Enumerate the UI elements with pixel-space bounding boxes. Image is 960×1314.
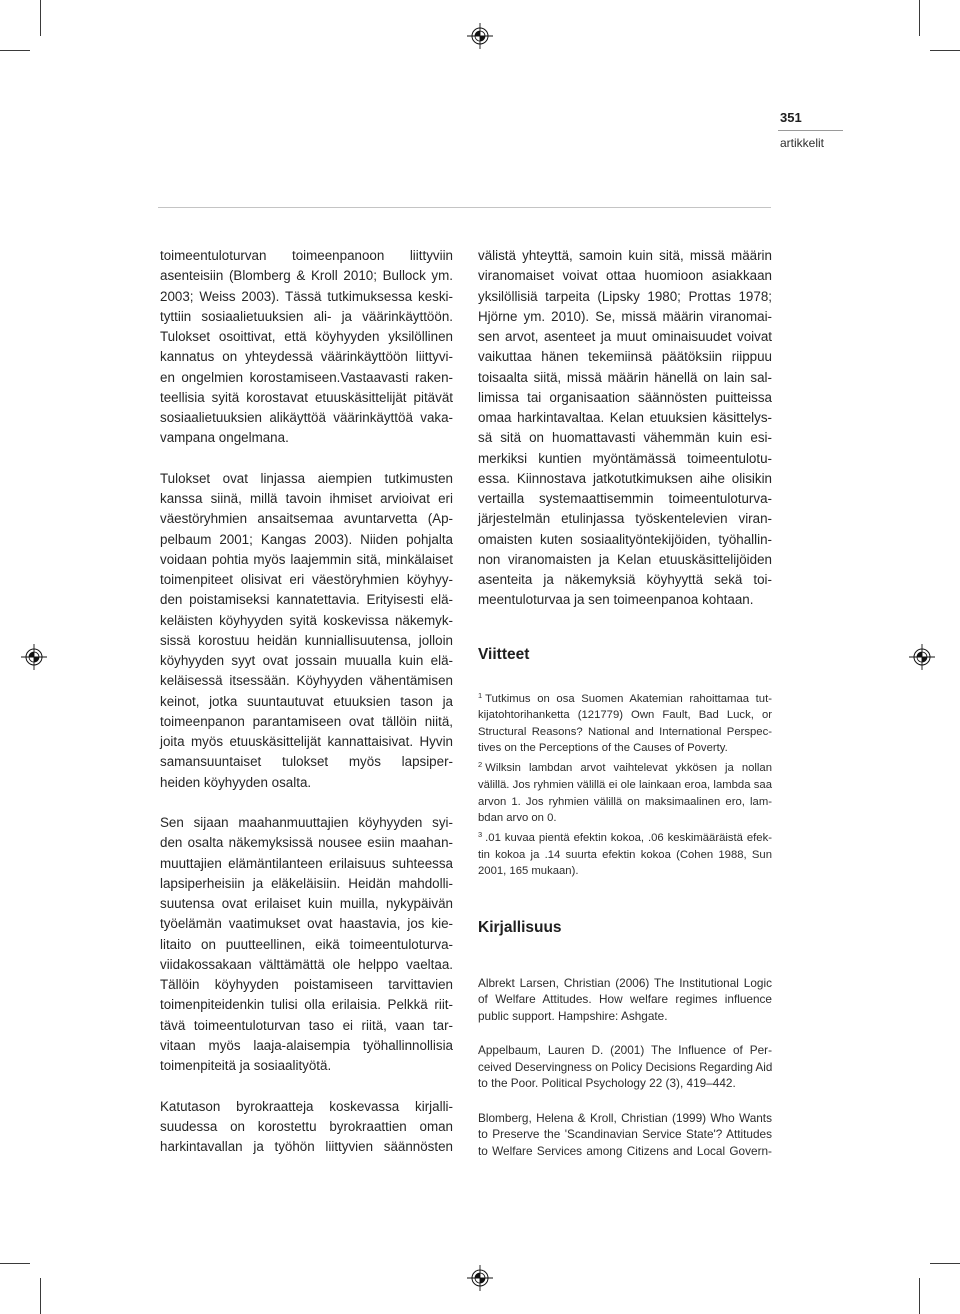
body-line: järjestelmän etulinjassa työskentelevien viran- [478, 511, 772, 527]
reference-line: ceived Deservingness on Policy Decisions Regarding Aid [478, 1059, 773, 1074]
footnote-line [478, 691, 772, 708]
note-line-text: Wilksin lambdan arvot vaihtelevat ykkösen ja nollan [485, 762, 772, 775]
body-line: toimeentuloturvan toimeenpanoon liittyviin [160, 248, 453, 263]
section-label: artikkelit [780, 136, 825, 150]
body-line: kannatus on yhteydessä väärinkäyttöön liittyvi- [160, 349, 453, 365]
body-line: lapsiperheisiin ja eläkeläisiin. Heidän mahdolli- [160, 875, 453, 891]
note-line-text: .01 kuvaa pientä efektin kokoa, .06 keskimääräistä efek- [485, 832, 772, 845]
body-line: omaa harkintavaltaa. Kelan etuuksien käsittelys- [478, 410, 772, 425]
notes-heading: Viitteet [478, 646, 530, 663]
top-divider [158, 207, 771, 208]
references-list [478, 975, 772, 1160]
notes-list [478, 691, 772, 880]
reference-line: Blomberg, Helena & Kroll, Christian (1999) Who Wants [478, 1110, 772, 1125]
note-marker: 2 [478, 760, 483, 770]
registration-mark-icon [19, 642, 49, 672]
footnote-line: tin kokoa ja .14 suurta efektin kokoa (Cohen 1988, Sun [478, 848, 772, 861]
registration-mark-icon [907, 642, 937, 672]
body-line: den osalta näkemyksissä nousee esiin maahan- [160, 835, 453, 851]
body-line: non viranomaisten ja Kelan etuuskäsittelijöiden [478, 551, 772, 567]
body-line: Sen sijaan maahanmuuttajien köyhyyden syi- [160, 815, 453, 830]
right-text-column [478, 246, 772, 611]
body-line: viranomaiset voivat ottaa huomioon asiakkaan [478, 268, 772, 284]
body-line: keinot, jotka suuntautuvat etuuksien tason ja [160, 693, 453, 709]
crop-mark-top-left-horizontal [0, 50, 30, 51]
body-line: keläisessä itsessään. Köyhyyden vähentämisen [160, 673, 453, 689]
footnote-line: bdan arvo on 0. [478, 812, 557, 825]
body-line: den poistamiseksi kannatettavia. Erityisesti elä- [160, 592, 453, 608]
footnote [478, 691, 772, 757]
body-line: vampana ongelmana. [160, 430, 289, 446]
body-line: suutensa ovat erilaiset kuin muilla, nykypäivän [160, 896, 453, 911]
note-line-text: Tutkimus on osa Suomen Akatemian rahoittamaa tut- [485, 692, 772, 705]
body-line: Hjörne ym. 2010). Se, missä määrin viranomai- [478, 308, 772, 324]
body-line: sä sitä on huomattavasti vähemmän kuin esi- [478, 430, 772, 446]
body-line: toimenpiteidenkin tulisi olla erilaisia. Pelkkä riit- [160, 997, 453, 1013]
body-line: sissä korostuu heidän kunniallisuutensa, jolloin [160, 632, 453, 648]
body-line: sosiaalietuuksien alikäyttöä väärinkäyttöä vaka- [160, 410, 453, 425]
page-number: 351 [780, 110, 802, 125]
body-line: tyttiin sosiaalietuuksien ali- ja väärinkäyttöön. [160, 308, 453, 324]
body-line: limissa tai organisaation säännösten puitteissa [478, 389, 772, 405]
body-line: muuttajien elämäntilanteen erilaisuus suhteessa [160, 855, 453, 871]
reference-line: of Welfare Attitudes. How welfare regimes influence [478, 992, 772, 1007]
body-line: vertailla systemaattisemmin toimeentuloturva- [478, 491, 772, 506]
footnote-line: välillä. Jos ryhmien välillä ei ole lainkaan eroa, lambda saa [478, 779, 772, 792]
body-line: heiden köyhyyden osalta. [160, 774, 312, 790]
body-line: samansuuntaiset tulokset myös lapsiper- [160, 754, 453, 770]
reference-line: to the Poor. Political Psychology 22 (3), 419–442. [478, 1076, 736, 1091]
body-line: Tulokset ovat linjassa aiempien tutkimusten [160, 470, 453, 486]
references-heading: Kirjallisuus [478, 919, 562, 936]
header-divider [778, 130, 843, 131]
body-line: työelämän vaatimukset ovat haastavia, jos kie- [160, 916, 453, 932]
body-line: pelbaum 2001; Kangas 2003). Niiden pohjalta [160, 531, 453, 547]
footnote [478, 830, 772, 880]
footnote-line: arvon 1. Jos ryhmien välillä on maksimaalinen ero, lam- [478, 795, 772, 808]
body-line: voidaan pohtia myös laajemmin sitä, minkälaiset [160, 551, 453, 567]
body-line: keläisten köyhyyden syitä koskevissa näkemyk- [160, 612, 453, 628]
body-line: meentuloturvaa ja sen toimeenpanoa kohtaan. [478, 592, 754, 608]
body-line: harkintavallan ja työhön liittyvien säännösten [160, 1139, 453, 1154]
body-line: yksilöllisiä tarpeita (Lipsky 1980; Prottas 1978; [478, 288, 772, 304]
body-line: tävä toimeentuloturvan taso ei riitä, vaan tar- [160, 1017, 453, 1033]
crop-mark-top-right-vertical [919, 0, 920, 36]
body-line: vitaan myös laaja-alaisempia työhallinnollisia [160, 1037, 453, 1053]
left-text-column [160, 246, 453, 1157]
body-line: suudessa on korostettu byrokraattien oman [160, 1118, 453, 1134]
body-line: väestöryhmien ansaitsemaa avuntarvetta (Ap- [160, 511, 453, 527]
body-line: toimenpiteet olisivat eri väestöryhmien köyhyy- [160, 572, 453, 587]
body-line: Tulokset osoittivat, että köyhyyden yksilöllinen [160, 329, 453, 344]
footnote-line [478, 830, 772, 847]
note-marker: 1 [478, 690, 483, 700]
reference-entry [478, 1042, 772, 1092]
body-line: vaikuttaa hänen tekemiinsä päätöksiin riippuu [478, 349, 772, 365]
body-line: omaisten kuten sosiaalityöntekijöiden, työhallin- [478, 531, 772, 547]
footnote [478, 760, 772, 826]
body-line: joita myös etuuskäsittelijät kannattaisivat. Hyvin [160, 734, 453, 749]
footnote-line: tives on the Perceptions of the Causes of Poverty. [478, 742, 728, 755]
body-line: 2003; Weiss 2003). Tässä tutkimuksessa keski- [160, 288, 453, 304]
body-line: litaito on puutteellinen, eikä toimeentuloturva- [160, 936, 453, 952]
crop-mark-bottom-right-vertical [919, 1278, 920, 1314]
body-line: sen arvot, asenteet ja muut ominaisuudet voivat [478, 329, 772, 344]
reference-line: to Preserve the 'Scandinavian Service State'? Attitudes [478, 1127, 772, 1142]
body-paragraph [160, 246, 453, 449]
reference-line: Albrekt Larsen, Christian (2006) The Institutional Logic [478, 975, 772, 990]
footnote-line: Structural Reasons? National and International Perspec- [478, 725, 772, 738]
note-marker: 3 [478, 830, 483, 840]
body-line: välistä yhteyttä, samoin kuin sitä, missä määrin [478, 248, 772, 263]
body-paragraph [478, 246, 772, 611]
reference-line: Appelbaum, Lauren D. (2001) The Influence of Per- [478, 1043, 772, 1058]
reference-line: public support. Hampshire: Ashgate. [478, 1008, 668, 1023]
registration-mark-icon [465, 1263, 495, 1293]
body-line: viidakossakaan välttämättä ole helppo vaeltaa. [160, 956, 453, 972]
body-line: köyhyyden syyt ovat jossain muualla kuin elä- [160, 653, 453, 668]
body-paragraph [160, 469, 453, 793]
crop-mark-top-left-vertical [40, 0, 41, 36]
body-paragraph [160, 1097, 453, 1158]
reference-line: to Welfare Services among Citizens and Local Govern- [478, 1143, 772, 1158]
crop-mark-top-right-horizontal [930, 50, 960, 51]
body-line: Katutason byrokraatteja koskevassa kirjalli- [160, 1098, 453, 1114]
body-line: teellisia syitä korostavat etuuskäsittelijät pitävät [160, 389, 453, 405]
body-line: en ongelmien korostamiseen.Vastaavasti raken- [160, 369, 453, 385]
body-paragraph [160, 813, 453, 1076]
footnote-line: kijatohtorihanketta (121779) Own Fault, Bad Luck, or [478, 709, 772, 722]
body-line: asenteita ja näkemyksiä köyhyyttä sekä toi- [478, 572, 772, 587]
reference-entry [478, 1110, 772, 1160]
crop-mark-bottom-right-horizontal [930, 1263, 960, 1264]
registration-mark-icon [465, 21, 495, 51]
body-line: merkiksi kuntien myöntämässä toimeentulotu- [478, 450, 772, 466]
footnote-line: 2001, 165 mukaan). [478, 865, 579, 878]
footnote-line [478, 760, 772, 777]
body-line: kanssa siinä, millä tavoin ihmiset arvioivat eri [160, 491, 453, 506]
body-line: toisaalta siitä, missä määrin hänellä on lain sal- [478, 369, 772, 385]
body-line: toimenpiteitä ja sosiaalityötä. [160, 1058, 332, 1073]
body-line: essa. Kiinnostava jatkotutkimuksen aihe olisikin [478, 470, 772, 486]
crop-mark-bottom-left-vertical [40, 1278, 41, 1314]
reference-entry [478, 975, 772, 1025]
body-line: asenteisiin (Blomberg & Kroll 2010; Bullock ym. [160, 268, 453, 284]
crop-mark-bottom-left-horizontal [0, 1263, 30, 1264]
body-line: toimeenpanon parantamiseen ovat tällöin niitä, [160, 713, 453, 729]
body-line: Tällöin köyhyyden poistamiseen tarvittavien [160, 977, 453, 992]
